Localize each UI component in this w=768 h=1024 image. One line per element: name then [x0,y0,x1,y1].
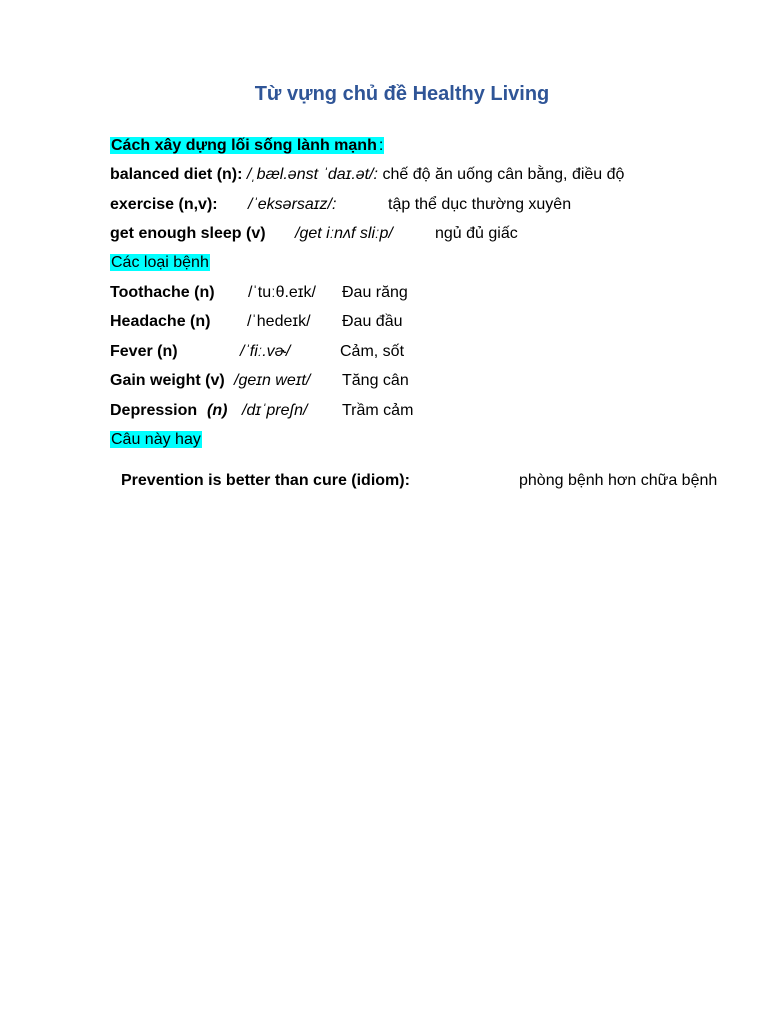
vocab-meaning: tập thể dục thường xuyên [388,196,572,213]
vocab-ipa: /ˈtuːθ.eɪk/ [248,284,316,301]
vocab-meaning: Đau răng [342,284,408,301]
vocab-meaning: ngủ đủ giấc [435,225,518,242]
idiom-meaning: phòng bệnh hơn chữa bệnh [519,472,718,489]
section-heading-healthy-lifestyle [110,136,384,156]
vocab-ipa: /ˌbæl.ənst ˈdaɪ.ət/: [246,166,378,183]
section-heading-nice-sentence [110,430,202,450]
idiom-entry [121,471,741,491]
section-heading-colon: : [378,137,384,154]
vocab-ipa: /get iːnʌf sliːp/ [295,225,393,242]
vocab-meaning: Tăng cân [342,372,409,389]
vocab-word: Headache (n) [110,313,211,330]
vocab-word: Fever (n) [110,343,178,360]
vocab-entry-fever [110,342,670,362]
vocab-word: Depression [110,402,198,419]
vocab-ipa: /ˈfiː.vɚ/ [240,343,291,360]
vocab-entry-balanced-diet [110,165,624,185]
section-heading-text: Các loại bệnh [111,254,209,271]
section-heading-diseases [110,253,210,273]
vocab-entry-gain-weight [110,371,670,391]
vocab-ipa: /ɡeɪn weɪt/ [234,372,311,389]
vocab-meaning: Cảm, sốt [340,343,405,360]
idiom-text: Prevention is better than cure (idiom): [121,472,410,489]
vocab-entry-get-enough-sleep [110,224,670,244]
vocab-pos: (n) [207,402,228,419]
section-heading-text: Câu này hay [111,431,201,448]
vocab-meaning: Trầm cảm [342,402,414,419]
vocab-ipa: /ˈhedeɪk/ [247,313,311,330]
vocab-entry-toothache [110,283,670,303]
vocab-ipa: /ˈeksərsaɪz/: [248,196,337,213]
vocab-ipa: /dɪˈpreʃn/ [242,402,308,419]
vocab-word: get enough sleep (v) [110,225,266,242]
vocab-word: Toothache (n) [110,284,215,301]
vocab-meaning: Đau đầu [342,313,403,330]
vocab-entry-exercise [110,195,670,215]
section-heading-text: Cách xây dựng lối sống lành mạnh [111,137,377,154]
vocab-word: Gain weight (v) [110,372,225,389]
vocab-entry-headache [110,312,670,332]
vocab-word: exercise (n,v): [110,196,218,213]
vocab-entry-depression [110,401,670,421]
vocab-meaning: chế độ ăn uống cân bằng, điều độ [382,166,625,183]
page-title: Từ vựng chủ đề Healthy Living [254,83,550,105]
vocab-word: balanced diet (n): [110,166,243,183]
